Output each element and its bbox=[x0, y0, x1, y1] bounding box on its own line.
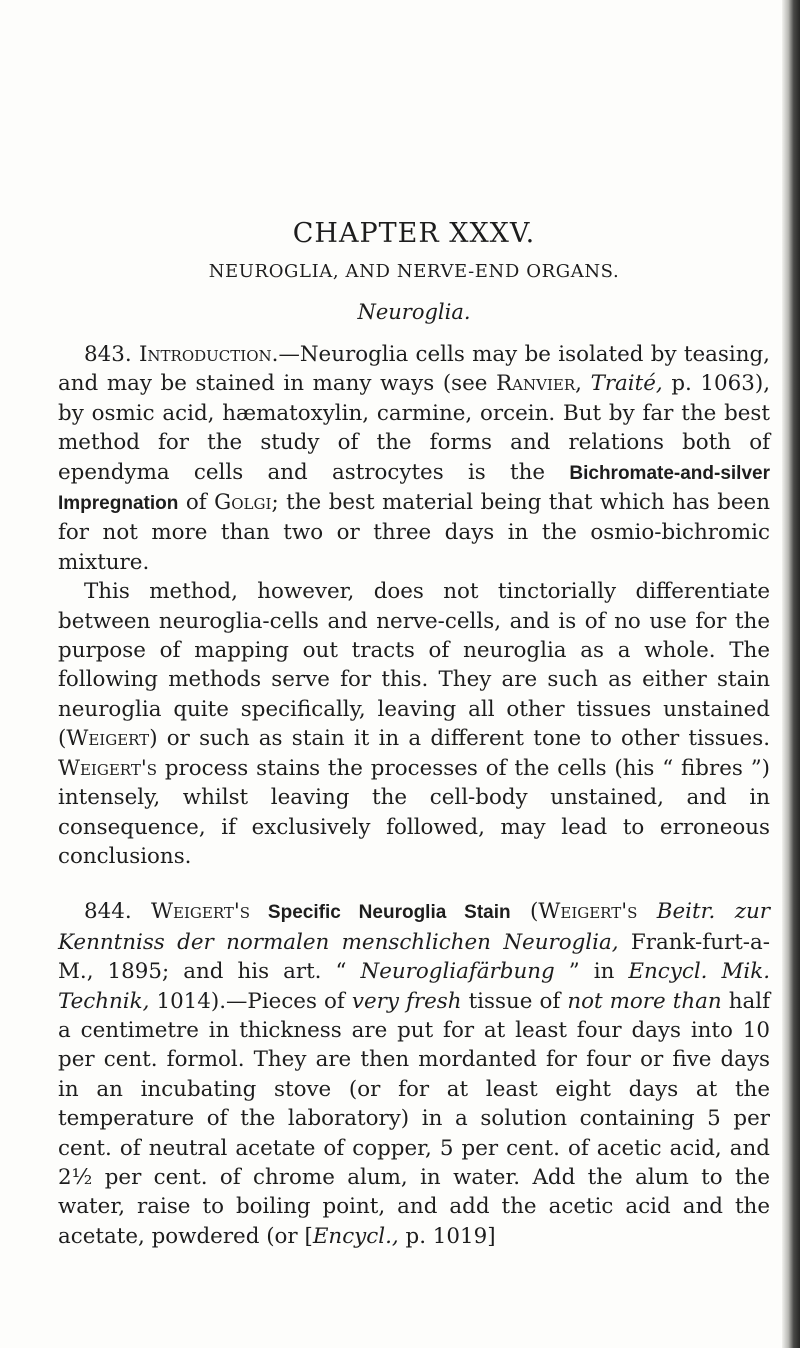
section-number: 843. bbox=[84, 342, 132, 367]
text-run: tissue of bbox=[461, 988, 568, 1014]
section-heading-inline: Introduction. bbox=[138, 342, 279, 367]
text-run: half a centimetre in thickness are put for at least four days into 10 per cent. formol. They are then mordanted for four or five days in an incubating stove (or for at least eight days at the temperature of the laboratory) in a solution containing 5 per cent. of neutral acetate of copper, 5 per cent. of acetic acid, and 2½ per cent. of chrome alum, in water. Add the alum to the water, raise to boiling point, and add the acetic acid and the acetate, powdered (or [ bbox=[58, 988, 770, 1249]
text-run: process stains the processes of the cells (his “ fibres ”) intensely, whilst leaving the cell-body unstained, and in consequence, if exclusively followed, may lead to erroneous conclusions. bbox=[58, 755, 770, 869]
text-run: This method, however, does not tinctorially differentiate between neuroglia-cells and nerve-cells, and is of no use for the purpose of mapping out tracts of neuroglia as a whole. The following methods serve for this. They are such as either stain neuroglia quite specifically, leaving all other tissues unstained ( bbox=[58, 579, 770, 752]
paragraph-843 bbox=[58, 340, 770, 577]
text-run: p. 1063), by osmic acid, hæmatoxylin, carmine, orcein. But by far the best method for the study of the forms and relations both of ependyma cells and astrocytes is the bbox=[58, 371, 770, 485]
author-name: Weigert's bbox=[151, 899, 251, 925]
text-run: ; the best material being that which has been for not more than two or three days in the osmio-bichromic mixture. bbox=[58, 490, 770, 575]
work-title: Neurogliafärbung bbox=[360, 959, 555, 985]
text-run: Frank-furt-a-M., 1895; and his art. “ bbox=[58, 929, 771, 985]
author-name: Weigert's bbox=[58, 755, 157, 781]
author-name: Ranvier, bbox=[496, 371, 582, 397]
section-heading: Neuroglia. bbox=[357, 300, 471, 324]
author-name: Weigert's bbox=[538, 899, 638, 925]
text-run: ( bbox=[510, 899, 539, 925]
book-page bbox=[58, 218, 770, 1251]
book-page-edge bbox=[782, 0, 800, 1348]
author-name: Weigert bbox=[66, 726, 150, 752]
section-number: 844. bbox=[84, 899, 132, 925]
work-title: Encycl., bbox=[312, 1223, 399, 1249]
chapter-subtitle: NEUROGLIA, AND NERVE-END ORGANS. bbox=[208, 261, 620, 282]
paragraph-844 bbox=[58, 897, 770, 1251]
emphasis: very fresh bbox=[351, 988, 462, 1014]
work-title: Traité, bbox=[590, 371, 663, 397]
text-run: p. 1019] bbox=[398, 1223, 496, 1249]
method-name: Bichromate-and-silver Impregnation bbox=[58, 462, 770, 515]
author-name: Golgi bbox=[214, 490, 272, 516]
emphasis: not more than bbox=[567, 988, 722, 1014]
text-run: 1014).—Pieces of bbox=[149, 988, 352, 1014]
text-run: ” in bbox=[554, 959, 629, 985]
text-run: ) or such as stain it in a different tone to other tissues. bbox=[149, 726, 770, 752]
text-run: of bbox=[178, 490, 215, 516]
work-title: Encycl. Mik. Technik, bbox=[58, 959, 771, 1014]
paragraph-843-continued bbox=[58, 577, 770, 871]
work-title: Beitr. zur Kenntniss der normalen menschlichen Neuroglia, bbox=[58, 899, 770, 955]
text-run: —Neuroglia cells may be isolated by teasing, and may be stained in many ways (see bbox=[58, 342, 770, 397]
section-heading-inline: Specific Neuroglia Stain bbox=[250, 902, 511, 924]
chapter-title: CHAPTER XXXV. bbox=[292, 218, 536, 249]
